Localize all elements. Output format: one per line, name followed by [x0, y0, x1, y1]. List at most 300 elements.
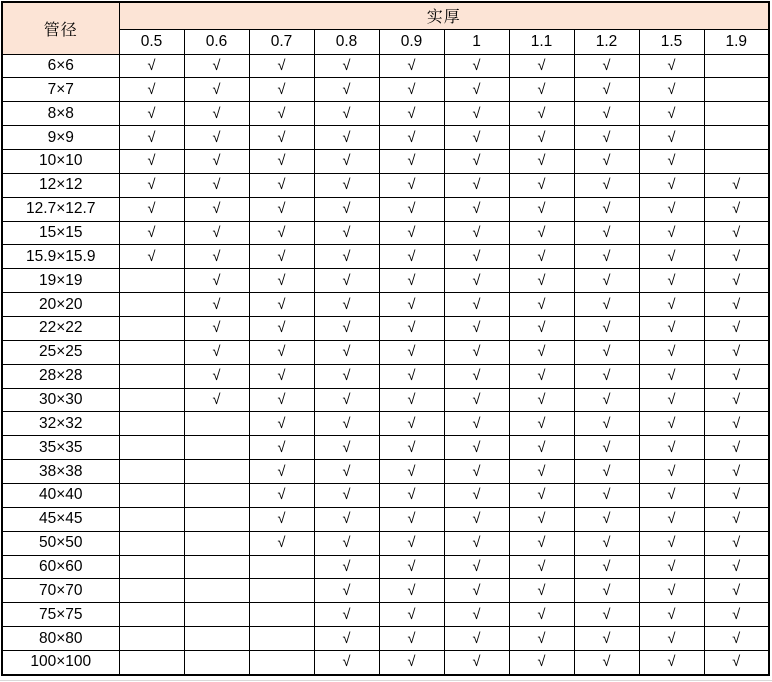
check-cell: √ [184, 269, 249, 293]
row-label: 9×9 [2, 126, 119, 150]
check-cell: √ [639, 54, 704, 78]
check-cell: √ [314, 149, 379, 173]
table-row [2, 78, 769, 102]
check-cell: √ [249, 293, 314, 317]
check-cell: √ [574, 340, 639, 364]
check-cell: √ [509, 293, 574, 317]
row-label: 25×25 [2, 340, 119, 364]
check-cell: √ [704, 579, 769, 603]
check-cell: √ [249, 149, 314, 173]
check-cell: √ [314, 507, 379, 531]
check-cell: √ [574, 507, 639, 531]
col-header-1: 1 [444, 29, 509, 54]
check-cell: √ [639, 579, 704, 603]
check-cell: √ [314, 269, 379, 293]
empty-cell [249, 650, 314, 675]
table-row [2, 531, 769, 555]
col-header-0.7: 0.7 [249, 29, 314, 54]
empty-cell [184, 460, 249, 484]
check-cell: √ [574, 293, 639, 317]
check-cell: √ [444, 221, 509, 245]
check-cell: √ [704, 316, 769, 340]
check-cell: √ [509, 221, 574, 245]
check-cell: √ [704, 483, 769, 507]
col-header-0.6: 0.6 [184, 29, 249, 54]
empty-cell [184, 412, 249, 436]
check-cell: √ [184, 364, 249, 388]
check-cell: √ [704, 293, 769, 317]
check-cell: √ [574, 531, 639, 555]
check-cell: √ [574, 316, 639, 340]
empty-cell [119, 340, 184, 364]
check-cell: √ [574, 245, 639, 269]
corner-header-pipe-diameter: 管径 [2, 2, 119, 54]
check-cell: √ [379, 507, 444, 531]
check-cell: √ [509, 340, 574, 364]
empty-cell [184, 650, 249, 675]
check-cell: √ [509, 388, 574, 412]
check-cell: √ [249, 436, 314, 460]
check-cell: √ [184, 340, 249, 364]
empty-cell [119, 579, 184, 603]
table-row [2, 173, 769, 197]
check-cell: √ [379, 388, 444, 412]
check-cell: √ [249, 460, 314, 484]
check-cell: √ [379, 460, 444, 484]
check-cell: √ [639, 269, 704, 293]
check-cell: √ [509, 555, 574, 579]
check-cell: √ [574, 126, 639, 150]
empty-cell [704, 54, 769, 78]
check-cell: √ [639, 340, 704, 364]
check-cell: √ [574, 579, 639, 603]
check-cell: √ [249, 364, 314, 388]
check-cell: √ [119, 78, 184, 102]
check-cell: √ [314, 483, 379, 507]
check-cell: √ [639, 173, 704, 197]
check-cell: √ [379, 102, 444, 126]
empty-cell [249, 627, 314, 651]
check-cell: √ [314, 412, 379, 436]
check-cell: √ [639, 555, 704, 579]
row-label: 28×28 [2, 364, 119, 388]
table-row [2, 388, 769, 412]
check-cell: √ [444, 507, 509, 531]
row-label: 100×100 [2, 650, 119, 675]
check-cell: √ [509, 579, 574, 603]
check-cell: √ [379, 197, 444, 221]
col-header-1.1: 1.1 [509, 29, 574, 54]
empty-cell [184, 627, 249, 651]
check-cell: √ [379, 483, 444, 507]
table-row [2, 316, 769, 340]
check-cell: √ [379, 579, 444, 603]
check-cell: √ [704, 388, 769, 412]
check-cell: √ [509, 149, 574, 173]
empty-cell [119, 316, 184, 340]
check-cell: √ [509, 507, 574, 531]
check-cell: √ [444, 436, 509, 460]
table-row [2, 245, 769, 269]
check-cell: √ [444, 293, 509, 317]
check-cell: √ [119, 197, 184, 221]
table-row [2, 149, 769, 173]
check-cell: √ [509, 531, 574, 555]
row-label: 10×10 [2, 149, 119, 173]
check-cell: √ [314, 388, 379, 412]
check-cell: √ [314, 173, 379, 197]
check-cell: √ [249, 483, 314, 507]
row-label: 35×35 [2, 436, 119, 460]
check-cell: √ [379, 436, 444, 460]
check-cell: √ [314, 197, 379, 221]
table-row [2, 340, 769, 364]
check-cell: √ [509, 364, 574, 388]
check-cell: √ [249, 102, 314, 126]
check-cell: √ [639, 507, 704, 531]
row-label: 32×32 [2, 412, 119, 436]
check-cell: √ [444, 364, 509, 388]
check-cell: √ [444, 54, 509, 78]
check-cell: √ [639, 627, 704, 651]
check-cell: √ [639, 221, 704, 245]
check-cell: √ [444, 102, 509, 126]
check-cell: √ [639, 460, 704, 484]
check-cell: √ [444, 460, 509, 484]
check-cell: √ [444, 412, 509, 436]
table-row [2, 197, 769, 221]
table-row [2, 603, 769, 627]
check-cell: √ [444, 78, 509, 102]
check-cell: √ [314, 293, 379, 317]
check-cell: √ [639, 364, 704, 388]
row-label: 22×22 [2, 316, 119, 340]
empty-cell [119, 483, 184, 507]
row-label: 50×50 [2, 531, 119, 555]
check-cell: √ [704, 245, 769, 269]
check-cell: √ [639, 102, 704, 126]
check-cell: √ [314, 316, 379, 340]
check-cell: √ [444, 603, 509, 627]
check-cell: √ [639, 531, 704, 555]
check-cell: √ [704, 173, 769, 197]
check-cell: √ [509, 627, 574, 651]
check-cell: √ [704, 364, 769, 388]
check-cell: √ [444, 316, 509, 340]
row-label: 6×6 [2, 54, 119, 78]
check-cell: √ [184, 149, 249, 173]
check-cell: √ [509, 316, 574, 340]
table-row [2, 579, 769, 603]
check-cell: √ [314, 126, 379, 150]
check-cell: √ [379, 54, 444, 78]
empty-cell [119, 293, 184, 317]
empty-cell [704, 126, 769, 150]
row-label: 45×45 [2, 507, 119, 531]
check-cell: √ [119, 245, 184, 269]
check-cell: √ [249, 126, 314, 150]
check-cell: √ [249, 269, 314, 293]
check-cell: √ [444, 126, 509, 150]
check-cell: √ [509, 483, 574, 507]
check-cell: √ [184, 245, 249, 269]
check-cell: √ [509, 603, 574, 627]
col-header-0.5: 0.5 [119, 29, 184, 54]
check-cell: √ [314, 579, 379, 603]
check-cell: √ [639, 603, 704, 627]
span-header-wall-thickness: 实厚 [119, 2, 769, 29]
excel-gridline-stub [0, 680, 772, 681]
check-cell: √ [314, 650, 379, 675]
check-cell: √ [704, 269, 769, 293]
header-group-row [2, 2, 769, 29]
empty-cell [119, 603, 184, 627]
table-row [2, 555, 769, 579]
check-cell: √ [314, 245, 379, 269]
check-cell: √ [574, 650, 639, 675]
empty-cell [119, 531, 184, 555]
row-label: 12×12 [2, 173, 119, 197]
check-cell: √ [184, 316, 249, 340]
check-cell: √ [444, 483, 509, 507]
check-cell: √ [509, 269, 574, 293]
empty-cell [119, 364, 184, 388]
col-header-1.5: 1.5 [639, 29, 704, 54]
empty-cell [249, 603, 314, 627]
check-cell: √ [379, 340, 444, 364]
check-cell: √ [574, 78, 639, 102]
check-cell: √ [574, 221, 639, 245]
check-cell: √ [574, 269, 639, 293]
row-label: 15×15 [2, 221, 119, 245]
check-cell: √ [249, 316, 314, 340]
check-cell: √ [509, 197, 574, 221]
check-cell: √ [249, 173, 314, 197]
check-cell: √ [379, 126, 444, 150]
check-cell: √ [314, 340, 379, 364]
check-cell: √ [574, 627, 639, 651]
row-label: 30×30 [2, 388, 119, 412]
check-cell: √ [444, 197, 509, 221]
table-row [2, 221, 769, 245]
check-cell: √ [574, 555, 639, 579]
check-cell: √ [639, 245, 704, 269]
check-cell: √ [574, 173, 639, 197]
table-row [2, 627, 769, 651]
empty-cell [184, 436, 249, 460]
empty-cell [184, 483, 249, 507]
check-cell: √ [379, 269, 444, 293]
check-cell: √ [639, 650, 704, 675]
check-cell: √ [704, 412, 769, 436]
check-cell: √ [184, 78, 249, 102]
check-cell: √ [184, 126, 249, 150]
empty-cell [119, 507, 184, 531]
check-cell: √ [379, 149, 444, 173]
check-cell: √ [444, 173, 509, 197]
empty-cell [119, 412, 184, 436]
row-label: 80×80 [2, 627, 119, 651]
check-cell: √ [249, 221, 314, 245]
check-cell: √ [639, 293, 704, 317]
check-cell: √ [379, 555, 444, 579]
check-cell: √ [314, 78, 379, 102]
check-cell: √ [314, 364, 379, 388]
empty-cell [249, 555, 314, 579]
empty-cell [704, 102, 769, 126]
check-cell: √ [444, 340, 509, 364]
row-label: 20×20 [2, 293, 119, 317]
check-cell: √ [379, 603, 444, 627]
row-label: 19×19 [2, 269, 119, 293]
empty-cell [119, 650, 184, 675]
check-cell: √ [639, 126, 704, 150]
check-cell: √ [184, 173, 249, 197]
check-cell: √ [574, 54, 639, 78]
table-row [2, 507, 769, 531]
check-cell: √ [509, 460, 574, 484]
empty-cell [119, 627, 184, 651]
check-cell: √ [314, 603, 379, 627]
check-cell: √ [249, 507, 314, 531]
check-cell: √ [119, 149, 184, 173]
table-row [2, 102, 769, 126]
empty-cell [184, 579, 249, 603]
check-cell: √ [314, 54, 379, 78]
check-cell: √ [639, 149, 704, 173]
check-cell: √ [574, 364, 639, 388]
check-cell: √ [509, 412, 574, 436]
check-cell: √ [249, 78, 314, 102]
empty-cell [249, 579, 314, 603]
check-cell: √ [704, 531, 769, 555]
check-cell: √ [574, 102, 639, 126]
check-cell: √ [119, 126, 184, 150]
empty-cell [119, 388, 184, 412]
empty-cell [184, 507, 249, 531]
empty-cell [119, 436, 184, 460]
check-cell: √ [379, 78, 444, 102]
row-label: 8×8 [2, 102, 119, 126]
check-cell: √ [249, 54, 314, 78]
check-cell: √ [509, 78, 574, 102]
check-cell: √ [704, 507, 769, 531]
check-cell: √ [704, 340, 769, 364]
check-cell: √ [314, 436, 379, 460]
empty-cell [184, 603, 249, 627]
table-header [2, 2, 769, 54]
check-cell: √ [704, 436, 769, 460]
check-cell: √ [574, 197, 639, 221]
check-cell: √ [574, 603, 639, 627]
check-cell: √ [574, 460, 639, 484]
check-cell: √ [639, 78, 704, 102]
check-cell: √ [509, 245, 574, 269]
check-cell: √ [249, 531, 314, 555]
check-cell: √ [444, 555, 509, 579]
check-cell: √ [379, 221, 444, 245]
check-cell: √ [704, 627, 769, 651]
check-cell: √ [704, 650, 769, 675]
check-cell: √ [379, 364, 444, 388]
check-cell: √ [379, 627, 444, 651]
check-cell: √ [574, 149, 639, 173]
empty-cell [119, 460, 184, 484]
check-cell: √ [314, 460, 379, 484]
check-cell: √ [314, 102, 379, 126]
check-cell: √ [184, 388, 249, 412]
table-body [2, 54, 769, 675]
check-cell: √ [509, 102, 574, 126]
row-label: 75×75 [2, 603, 119, 627]
table-row [2, 483, 769, 507]
check-cell: √ [639, 412, 704, 436]
check-cell: √ [444, 531, 509, 555]
check-cell: √ [444, 388, 509, 412]
check-cell: √ [509, 650, 574, 675]
check-cell: √ [704, 555, 769, 579]
table-row [2, 412, 769, 436]
empty-cell [184, 531, 249, 555]
check-cell: √ [444, 269, 509, 293]
col-header-1.9: 1.9 [704, 29, 769, 54]
check-cell: √ [444, 650, 509, 675]
empty-cell [704, 78, 769, 102]
check-cell: √ [444, 627, 509, 651]
check-cell: √ [509, 436, 574, 460]
check-cell: √ [249, 197, 314, 221]
check-cell: √ [119, 221, 184, 245]
empty-cell [119, 269, 184, 293]
check-cell: √ [574, 388, 639, 412]
check-cell: √ [379, 173, 444, 197]
check-cell: √ [574, 436, 639, 460]
check-cell: √ [379, 245, 444, 269]
row-label: 60×60 [2, 555, 119, 579]
empty-cell [704, 149, 769, 173]
table-row [2, 126, 769, 150]
check-cell: √ [314, 531, 379, 555]
pipe-thickness-availability-table [1, 1, 770, 676]
check-cell: √ [249, 340, 314, 364]
check-cell: √ [184, 54, 249, 78]
check-cell: √ [704, 197, 769, 221]
table-row [2, 269, 769, 293]
check-cell: √ [314, 221, 379, 245]
check-cell: √ [444, 245, 509, 269]
check-cell: √ [184, 197, 249, 221]
table-row [2, 650, 769, 675]
check-cell: √ [379, 316, 444, 340]
check-cell: √ [639, 316, 704, 340]
col-header-0.9: 0.9 [379, 29, 444, 54]
check-cell: √ [379, 531, 444, 555]
check-cell: √ [314, 555, 379, 579]
check-cell: √ [639, 483, 704, 507]
empty-cell [184, 555, 249, 579]
check-cell: √ [249, 412, 314, 436]
check-cell: √ [444, 579, 509, 603]
row-label: 15.9×15.9 [2, 245, 119, 269]
check-cell: √ [314, 627, 379, 651]
table-row [2, 436, 769, 460]
col-header-0.8: 0.8 [314, 29, 379, 54]
row-label: 40×40 [2, 483, 119, 507]
check-cell: √ [184, 221, 249, 245]
check-cell: √ [574, 483, 639, 507]
check-cell: √ [509, 54, 574, 78]
check-cell: √ [379, 412, 444, 436]
